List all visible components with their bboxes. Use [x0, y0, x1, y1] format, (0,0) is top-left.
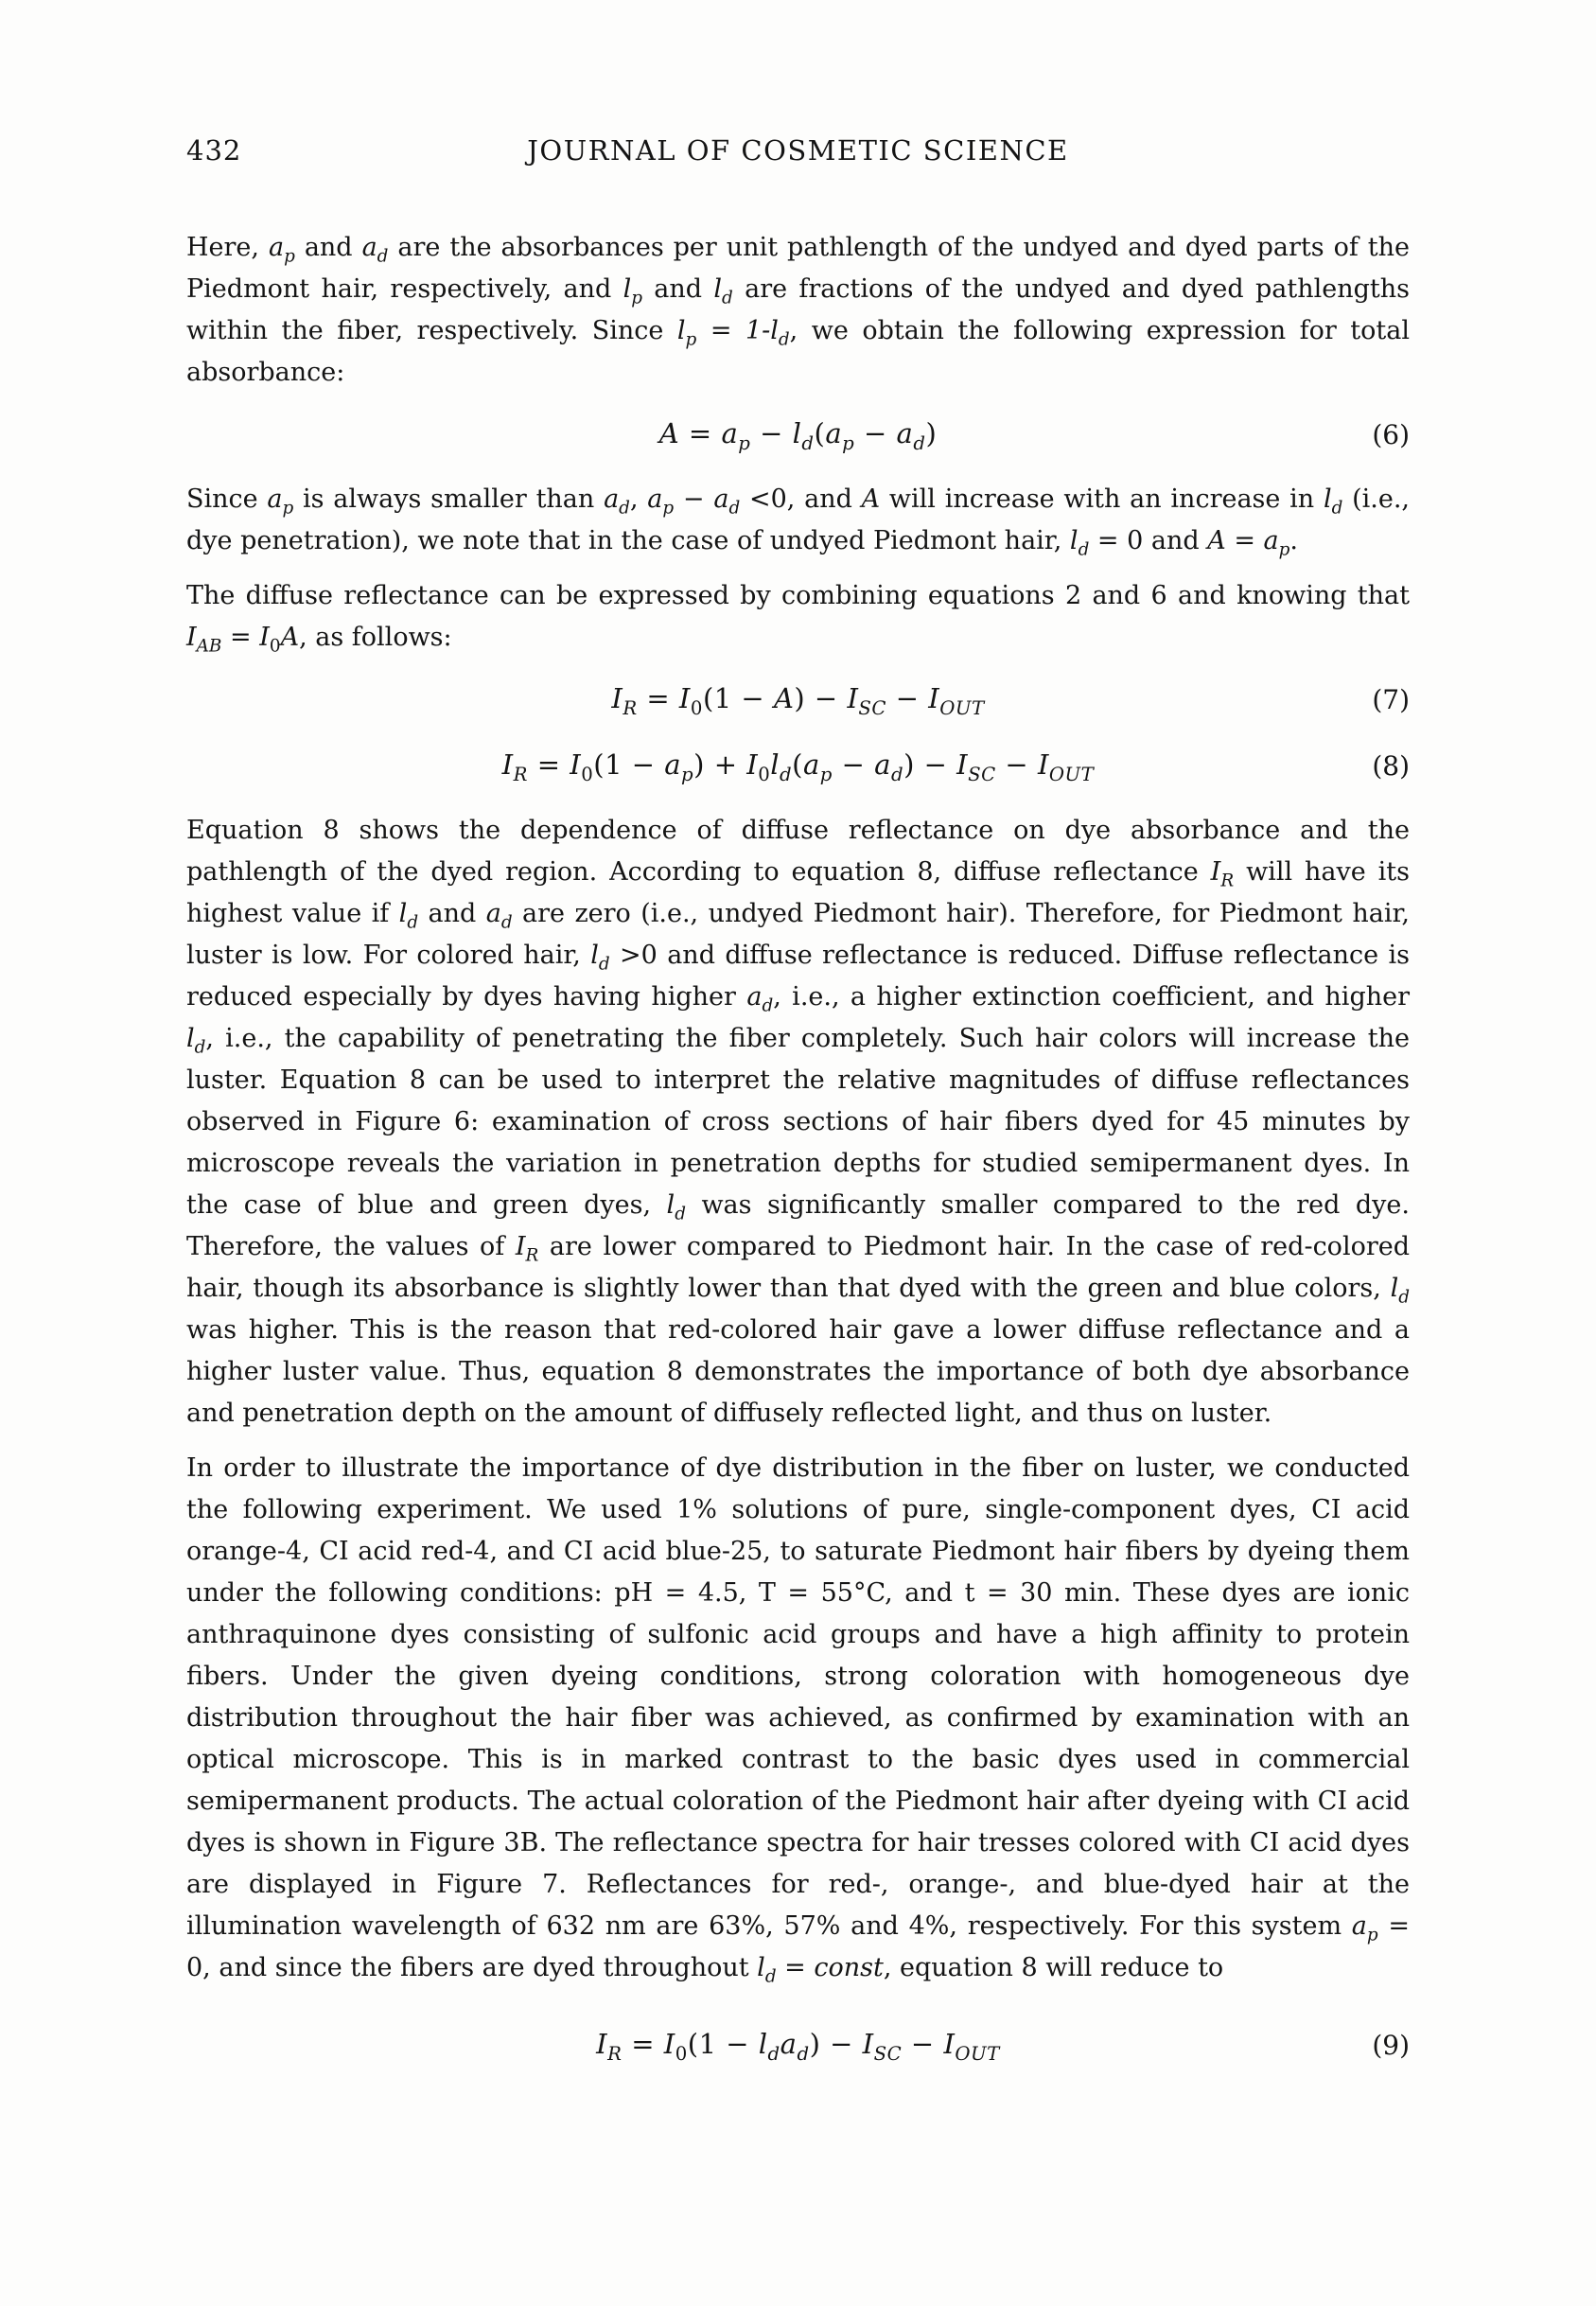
- page-number: 432: [186, 134, 242, 167]
- paragraph-equation-8-discussion: Equation 8 shows the dependence of diffuse reflectance on dye absorbance and the pathlength of the dyed region. According to equation 8, diffuse reflectance $I_R$ will have its highest value if $l_d$ and $a_d$ are zero (i.e., undyed Piedmont hair). Therefore, for Piedmont hair, luster is low. For colored hair, $l_d >0$ and diffuse reflectance is reduced. Diffuse reflectance is reduced especially by dyes having higher $a_d$, i.e., a higher extinction coefficient, and higher $l_d$, i.e., the capability of penetrating the fiber completely. Such hair colors will increase the luster. Equation 8 can be used to interpret the relative magnitudes of diffuse reflectances observed in Figure 6: examination of cross sections of hair fibers dyed for 45 minutes by microscope reveals the variation in penetration depths for studied semipermanent dyes. In the case of blue and green dyes, $l_d$ was significantly smaller compared to the red dye. Therefore, the values of $I_R$ are lower compared to Piedmont hair. In the case of red-colored hair, though its absorbance is slightly lower than that dyed with the green and blue colors, $l_d$ was higher. This is the reason that red-colored hair gave a lower diffuse reflectance and a higher luster value. Thus, equation 8 demonstrates the importance of both dye absorbance and penetration depth on the amount of diffusely reflected light, and thus on luster.: [186, 816, 1411, 1428]
- page-header: [186, 134, 1410, 172]
- equation-7-expression: $I_R = I_0(1 - A) - I_{SC} - I_{OUT}$: [611, 682, 985, 719]
- equation-6-row: [186, 413, 1410, 456]
- journal-title: JOURNAL OF COSMETIC SCIENCE: [527, 134, 1069, 167]
- equation-8-number: (8): [1372, 750, 1410, 782]
- equation-9-expression: $I_R = I_0(1 - l_da_d) - I_{SC} - I_{OUT}$: [596, 2028, 1000, 2065]
- equation-8-expression: $I_R = I_0(1 - a_p) + I_0l_d(a_p - a_d) - I_{SC} - I_{OUT}$: [501, 748, 1095, 785]
- equation-6-number: (6): [1372, 419, 1410, 450]
- equation-9-number: (9): [1372, 2030, 1410, 2061]
- equation-9-row: [186, 2023, 1410, 2067]
- equation-7-row: [186, 678, 1410, 721]
- equation-6-expression: $A = a_p - l_d(a_p - a_d)$: [658, 417, 938, 454]
- paragraph-dye-experiment: In order to illustrate the importance of dye distribution in the fiber on luster, we conducted the following experiment. We used 1% solutions of pure, single-component dyes, CI acid orange-4, CI acid red-4, and CI acid blue-25, to saturate Piedmont hair fibers by dyeing them under the following conditions: pH = 4.5, T = 55°C, and t = 30 min. These dyes are ionic anthraquinone dyes consisting of sulfonic acid groups and have a high affinity to protein fibers. Under the given dyeing conditions, strong coloration with homogeneous dye distribution throughout the hair fiber was achieved, as confirmed by examination with an optical microscope. This is in marked contrast to the basic dyes used in commercial semipermanent products. The actual coloration of the Piedmont hair after dyeing with CI acid dyes is shown in Figure 3B. The reflectance spectra for hair tresses colored with CI acid dyes are displayed in Figure 7. Reflectances for red-, orange-, and blue-dyed hair at the illumination wavelength of 632 nm are 63%, 57% and 4%, respectively. For this system $a_p = 0$, and since the fibers are dyed throughout $l_d$ = const, equation 8 will reduce to: [186, 1453, 1410, 1987]
- equation-7-number: (7): [1372, 684, 1410, 715]
- paragraph-diffuse-reflectance-intro: The diffuse reflectance can be expressed by combining equations 2 and 6 and knowing that $I_{AB} = I_0A$, as follows:: [186, 581, 1410, 657]
- text-column: [186, 227, 1410, 2089]
- paragraph-absorbance-definitions: Here, $a_p$ and $a_d$ are the absorbances per unit pathlength of the undyed and dyed parts of the Piedmont hair, respectively, and $l_p$ and $l_d$ are fractions of the undyed and dyed pathlengths within the fiber, respectively. Since $l_p = 1-l_d$, we obtain the following expression for total absorbance:: [186, 233, 1410, 387]
- paragraph-since-ap-smaller: Since $a_p$ is always smaller than $a_d$, $a_p - a_d <0$, and A will increase with an increase in $l_d$ (i.e., dye penetration), we note that in the case of undyed Piedmont hair, $l_d = 0$ and $A = a_p$.: [186, 484, 1411, 560]
- equation-8-row: [186, 744, 1410, 787]
